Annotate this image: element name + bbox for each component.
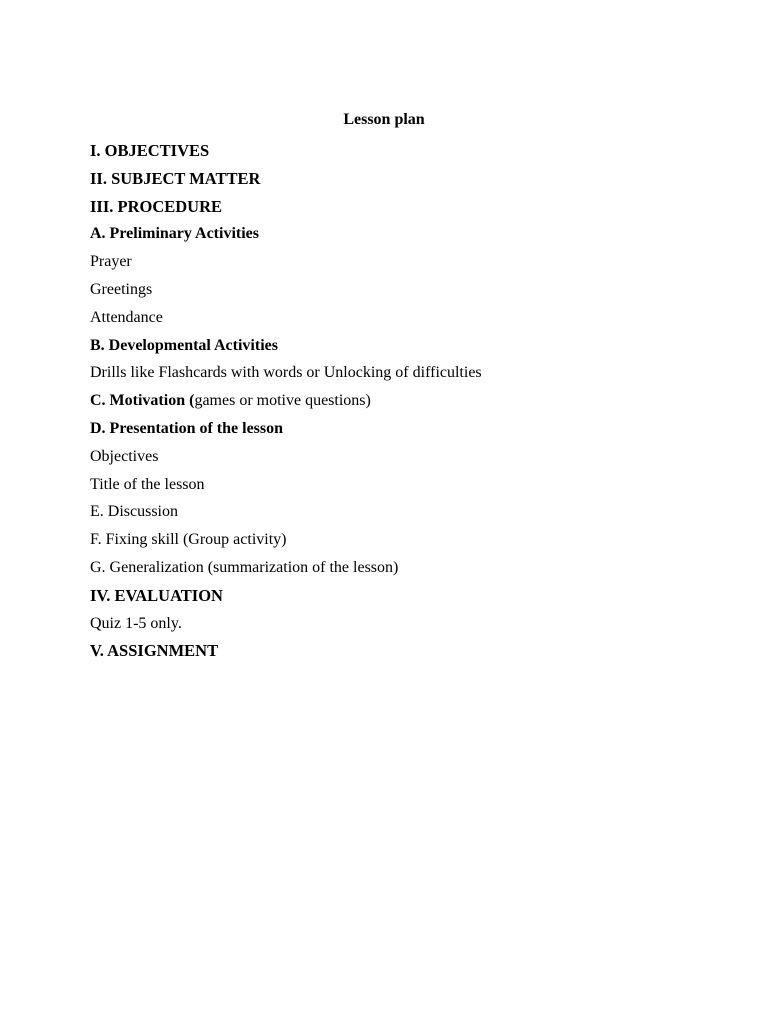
discussion-line: E. Discussion [90,503,178,521]
heading-procedure: III. PROCEDURE [90,196,223,216]
heading-preliminary-activities: A. Preliminary Activities [90,225,259,243]
list-item: Attendance [90,308,163,326]
document-body [90,137,710,665]
heading-subject-matter: II. SUBJECT MATTER [90,168,261,188]
motivation-line [90,387,710,415]
document-title: Lesson plan [343,111,425,128]
evaluation-text: Quiz 1-5 only. [90,614,182,632]
heading-developmental-activities: B. Developmental Activities [90,336,278,354]
heading-motivation: C. Motivation ( [90,392,195,410]
heading-assignment: V. ASSIGNMENT [90,641,219,661]
heading-presentation: D. Presentation of the lesson [90,419,284,437]
motivation-text: games or motive questions) [194,392,371,410]
developmental-text: Drills like Flashcards with words or Unlocking of difficulties [90,364,482,382]
list-item: Objectives [90,447,159,465]
generalization-line: G. Generalization (summarization of the lesson) [90,558,399,576]
list-item: Greetings [90,280,153,298]
fixing-skill-line: F. Fixing skill (Group activity) [90,531,287,549]
heading-evaluation: IV. EVALUATION [90,585,223,605]
list-item: Title of the lesson [90,475,205,493]
list-item: Prayer [90,253,132,271]
heading-objectives: I. OBJECTIVES [90,141,210,160]
